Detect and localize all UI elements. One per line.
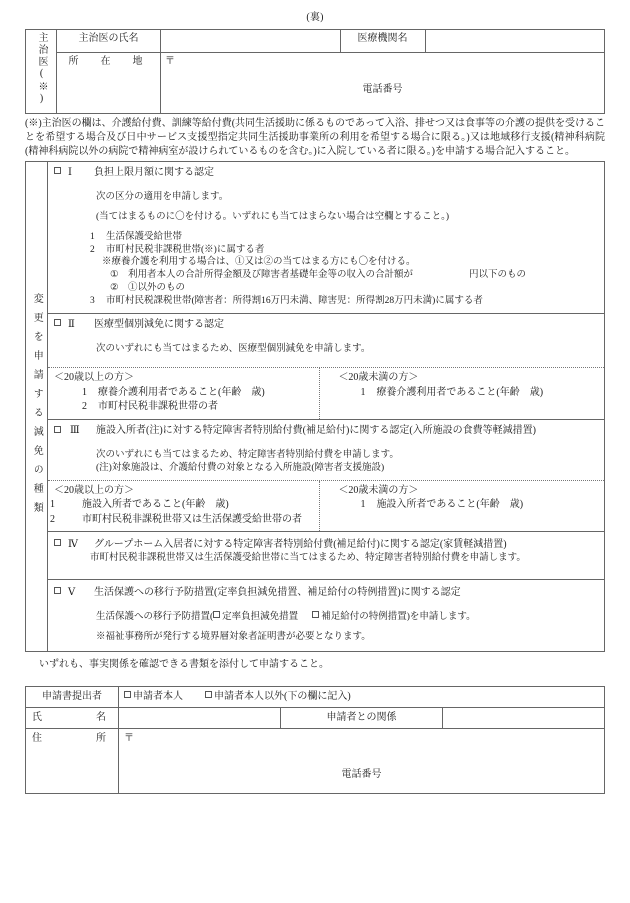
checkbox-flat-rate-reduction[interactable] [213, 611, 220, 618]
sections-body [48, 162, 604, 651]
section-2-left-item-1 [54, 386, 313, 401]
section-1-circled-1 [54, 269, 598, 282]
section-1-lead-1: 次の区分の適用を申請します。 [96, 192, 229, 203]
doctor-side-label [26, 29, 57, 113]
doctor-name-label: 主治医の氏名 [57, 29, 161, 52]
section-1-circled-2 [54, 282, 598, 295]
section-2-left-item-2-text: 市町村民税非課税世帯の者 [98, 401, 218, 413]
section-3-left-item-1-text: 施設入所者であること(年齢 歳) [82, 499, 229, 510]
section-3 [48, 420, 604, 532]
table-row [26, 707, 605, 728]
checkbox-section-2[interactable] [54, 319, 61, 326]
section-5-lead-1 [54, 611, 598, 624]
section-5-option-2: 補足給付の特例措置 [321, 611, 407, 622]
section-1-subnote: ※療養介護を利用する場合は、①又は②の当てはまる方にも〇を付ける。 [102, 257, 416, 268]
section-3-col-left-head: ＜20歳以上の方＞ [54, 484, 134, 496]
section-1-circled-1-text: 利用者本人の合計所得金額及び障害者基礎年金等の収入の合計額が [128, 270, 414, 281]
section-1-item-2-text: 市町村民税非課税世帯(※)に属する者 [106, 244, 265, 255]
doctor-address-cell[interactable] [161, 52, 605, 113]
section-1-item-1-num: 1 [90, 231, 95, 242]
section-5-heading [54, 586, 598, 600]
doctor-name-value[interactable] [161, 29, 341, 52]
doctor-address-label [57, 52, 161, 113]
section-1-item-2 [54, 244, 598, 257]
submitter-table [25, 686, 605, 794]
submitter-address-cell[interactable] [119, 728, 605, 793]
submitter-name-label [26, 707, 119, 728]
sections-side-label [26, 162, 48, 651]
section-2-title: 医療型個別減免に関する認定 [94, 318, 224, 330]
section-1-item-3-text: 市町村民税課税世帯(障害者：所得割16万円未満、障害児：所得割28万円未満)に属する者 [106, 295, 483, 306]
section-2-left-item-1-text: 療養介護利用者であること(年齢 歳) [98, 386, 265, 398]
section-3-right-item-1-text: 施設入所者であること(年齢 歳) [376, 499, 524, 510]
submitter-tel-label: 電話番号 [341, 768, 382, 780]
section-2-roman: Ⅱ [68, 318, 75, 330]
section-1-roman: Ⅰ [68, 167, 72, 179]
submitter-relation-label: 申請者との関係 [281, 707, 443, 728]
section-3-lead-2: (注)対象施設は、介護給付費の対象となる入所施設(障害者支援施設) [96, 462, 385, 473]
section-2 [48, 314, 604, 420]
section-3-left-item-1-num: 1 [50, 499, 55, 510]
section-5 [48, 580, 604, 652]
section-4-heading [54, 538, 598, 552]
section-2-left-item-2 [54, 400, 313, 415]
section-2-columns [48, 367, 604, 419]
section-3-roman: Ⅲ [70, 424, 80, 436]
medical-institution-label: 医療機関名 [340, 29, 425, 52]
section-4-content [48, 532, 604, 579]
section-1-heading [54, 166, 598, 180]
checkbox-section-5[interactable] [54, 587, 61, 594]
section-2-right-item-1-num: 1 [360, 386, 366, 398]
section-3-col-right [320, 481, 604, 532]
section-2-col-left-head: ＜20歳以上の方＞ [54, 372, 134, 384]
section-3-lead-1: 次のいずれにも当てはまるため、特定障害者特別給付費を申請します。 [96, 449, 399, 460]
section-3-col-right-head: ＜20歳未満の方＞ [338, 484, 419, 496]
checkbox-applicant-other[interactable] [205, 691, 212, 698]
section-1-item-2-num: 2 [90, 244, 95, 255]
section-3-columns [48, 480, 604, 532]
section-1-lead-2: (当てはまるものに〇を付ける。いずれにも当てはまらない場合は空欄とすること。) [96, 211, 450, 222]
section-2-col-right [320, 368, 604, 419]
section-1-item-1 [54, 231, 598, 244]
section-2-left-item-1-num: 1 [82, 386, 87, 398]
section-3-right-item-1 [326, 498, 598, 513]
section-1-item-3 [54, 295, 598, 308]
section-1-circled-2-text: ①以外のもの [128, 282, 186, 293]
section-5-lead-2: ※福祉事務所が発行する境界層対象者証明書が必要となります。 [96, 631, 371, 642]
submitter-address-label-text: 住 所 [32, 732, 112, 744]
submitter-table-wrap [0, 686, 630, 794]
section-2-right-item-1-text: 療養介護利用者であること(年齢 歳) [376, 386, 544, 398]
section-3-content [48, 420, 604, 480]
submitter-address-label [26, 728, 119, 793]
section-1-item-3-num: 3 [90, 295, 95, 306]
checkbox-applicant-self[interactable] [124, 691, 131, 698]
checkbox-section-4[interactable] [54, 539, 61, 546]
page-marker: (裏) [306, 12, 324, 23]
section-3-left-item-2 [50, 513, 313, 528]
section-4-roman: Ⅳ [68, 539, 78, 550]
medical-institution-value[interactable] [425, 29, 605, 52]
section-5-lead-1-pre: 生活保護への移行予防措置( [96, 611, 214, 622]
section-5-roman: Ⅴ [68, 586, 76, 598]
section-1-circled-1-num: ① [110, 270, 119, 281]
table-row [26, 686, 605, 707]
checkbox-section-3[interactable] [54, 426, 61, 433]
section-4-lead-1: 市町村民税非課税世帯又は生活保護受給世帯に当てはまるため、特定障害者特別給付費を申請します。 [90, 553, 526, 563]
submitter-relation-value[interactable] [443, 707, 605, 728]
doctor-table-wrap [0, 29, 630, 114]
doctor-tel-label: 電話番号 [362, 83, 403, 95]
section-5-lead-1-post: )を申請します。 [406, 611, 476, 622]
sections-side-label-text: 変更を申請する減免の種類 [31, 292, 43, 521]
section-2-col-right-head: ＜20歳未満の方＞ [338, 372, 419, 384]
doctor-side-label-text: 主治医(※) [36, 31, 47, 106]
section-5-title: 生活保護への移行予防措置(定率負担減免措置、補足給付の特例措置)に関する認定 [94, 586, 461, 598]
section-2-right-item-1 [326, 386, 598, 401]
section-3-col-left [48, 481, 320, 532]
submitter-options-cell [119, 686, 605, 707]
section-1-item-1-text: 生活保護受給世帯 [106, 231, 183, 242]
section-1 [48, 162, 604, 314]
section-3-heading [54, 424, 598, 438]
section-3-right-item-1-num: 1 [360, 499, 366, 510]
section-2-left-item-2-num: 2 [82, 401, 87, 413]
section-1-content [48, 162, 604, 313]
section-1-title: 負担上限月額に関する認定 [94, 167, 214, 179]
closing-note: いずれも、事実関係を確認できる書類を添付して申請すること。 [39, 659, 329, 671]
checkbox-section-1[interactable] [54, 167, 61, 174]
submitter-postal-mark: 〒 [124, 732, 134, 744]
submitter-name-value[interactable] [119, 707, 281, 728]
section-1-circled-2-num: ② [110, 282, 119, 293]
section-4-title: グループホーム入居者に対する特定障害者特別給付費(補足給付)に関する認定(家賃軽減措置) [94, 539, 507, 550]
section-2-col-left [48, 368, 320, 419]
section-3-title: 施設入所者(注)に対する特定障害者特別給付費(補足給付)に関する認定(入所施設の食費等軽減措置) [96, 424, 536, 436]
doctor-table [25, 29, 605, 114]
doctor-address-label-text: 所 在 地 [68, 55, 149, 67]
section-3-left-item-2-text: 市町村民税非課税世帯又は生活保護受給世帯の者 [82, 513, 302, 525]
section-3-left-item-1 [50, 498, 313, 513]
table-row [26, 728, 605, 793]
section-2-lead-1: 次のいずれにも当てはまるため、医療型個別減免を申請します。 [96, 343, 371, 354]
section-4 [48, 532, 604, 580]
submitter-option-self: 申請者本人 [133, 690, 183, 702]
section-3-left-item-2-num: 2 [50, 513, 55, 525]
sections-table [25, 161, 605, 652]
doctor-note: (※)主治医の欄は、介護給付費、訓練等給付費(共同生活援助に係るものであって入浴、排せつ又は食事等の介護の提供を受けることを希望する場合及び日中サービス支援型指定共同生活援助事業所の利用を希望する場合に限る。)又は地域移行支援(精神科病院(精神科病院以外の病院で精神病室が設けられているものを含む。)に入院している者に限る。)を申請する場合記入すること。 [25, 117, 605, 157]
section-5-option-1: 定率負担減免措置 [222, 611, 299, 622]
section-2-heading [54, 318, 598, 332]
section-1-circled-1-tail: 円以下のもの [469, 270, 527, 281]
submitter-name-label-text: 氏 名 [32, 711, 112, 723]
section-2-content [48, 314, 604, 368]
submitter-option-other: 申請者本人以外(下の欄に記入) [214, 690, 351, 702]
checkbox-supplementary-special[interactable] [312, 611, 319, 618]
table-row [26, 52, 605, 113]
table-row [26, 29, 605, 52]
section-5-content [48, 580, 604, 652]
submitter-label: 申請書提出者 [26, 686, 119, 707]
postal-mark: 〒 [165, 55, 175, 67]
